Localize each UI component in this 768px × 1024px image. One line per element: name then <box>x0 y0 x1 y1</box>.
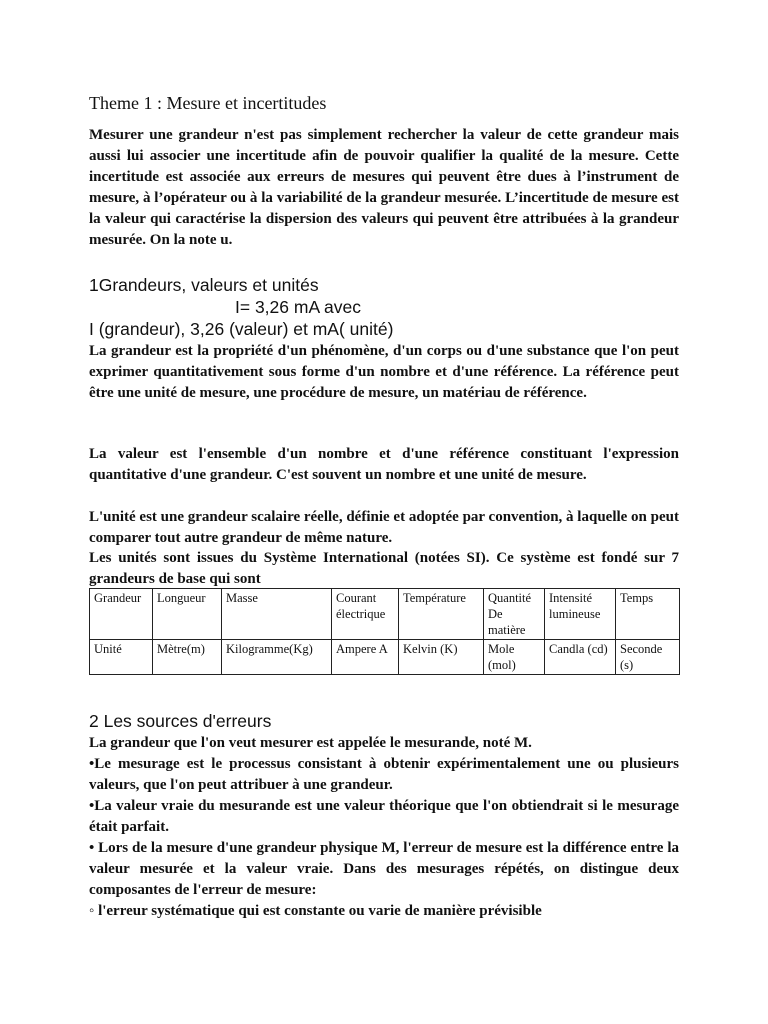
table-row <box>90 640 680 675</box>
table-cell: Temps <box>616 589 680 640</box>
section1-heading: 1Grandeurs, valeurs et unités <box>89 275 319 295</box>
paragraph-unite: L'unité est une grandeur scalaire réelle, définie et adoptée par convention, à laquelle on peut comparer tout autre grandeur de même nature. <box>89 509 679 546</box>
definition-mesurande: La grandeur que l'on veut mesurer est appelée le mesurande, noté M. <box>89 735 532 751</box>
bullet-valeur-vraie: •La valeur vraie du mesurande est une valeur théorique que l'on obtiendrait si le mesurage était parfait. <box>89 798 679 835</box>
page-title: Theme 1 : Mesure et incertitudes <box>89 93 327 113</box>
table-cell: Mètre(m) <box>153 640 222 675</box>
table-cell: Masse <box>222 589 332 640</box>
table-cell: Candla (cd) <box>545 640 616 675</box>
table-cell: Température <box>399 589 484 640</box>
si-units-table <box>89 588 680 675</box>
example-detail: I (grandeur), 3,26 (valeur) et mA( unité) <box>89 319 394 339</box>
table-cell: Unité <box>90 640 153 675</box>
example-formula: I= 3,26 mA avec <box>235 297 361 317</box>
table-cell: Kelvin (K) <box>399 640 484 675</box>
sub-bullet-erreur-systematique: ◦ l'erreur systématique qui est constante ou varie de manière prévisible <box>89 903 542 919</box>
bullet-mesurage: •Le mesurage est le processus consistant à obtenir expérimentalement une ou plusieurs valeurs, que l'on peut attribuer à une grandeur. <box>89 756 679 793</box>
paragraph-grandeur: La grandeur est la propriété d'un phénomène, d'un corps ou d'une substance que l'on peut exprimer quantitativement sous forme d'un nombre et d'une référence. La référence peut être une unité de mesure, une procédure de mesure, un matériau de référence. <box>89 343 679 401</box>
table-cell: Kilogramme(Kg) <box>222 640 332 675</box>
section2-body <box>89 733 679 922</box>
paragraph-si: Les unités sont issues du Système International (notées SI). Ce système est fondé sur 7 grandeurs de base qui sont <box>89 550 679 587</box>
table-cell: Mole (mol) <box>484 640 545 675</box>
table-cell: Quantité De matière <box>484 589 545 640</box>
section2-heading: 2 Les sources d'erreurs <box>89 711 272 731</box>
table-cell: Grandeur <box>90 589 153 640</box>
table-cell: Seconde (s) <box>616 640 680 675</box>
intro-paragraph: Mesurer une grandeur n'est pas simplement rechercher la valeur de cette grandeur mais aussi lui associer une incertitude afin de pouvoir qualifier la qualité de la mesure. Cette incertitude est associée aux erreurs de mesures qui peuvent être dues à l’instrument de mesure, à l’opérateur ou à la variabilité de la grandeur mesurée. L’incertitude de mesure est la valeur qui caractérise la dispersion des valeurs qui peuvent être attribuées à la grandeur mesurée. On la note u. <box>89 127 679 248</box>
table-cell: Ampere A <box>332 640 399 675</box>
table-cell: Intensité lumineuse <box>545 589 616 640</box>
bullet-erreur-mesure: • Lors de la mesure d'une grandeur physique M, l'erreur de mesure est la différence entre la valeur mesurée et la valeur vraie. Dans des mesurages répétés, on distingue deux composantes de l'erreur de mesure: <box>89 840 679 898</box>
table-row <box>90 589 680 640</box>
paragraph-valeur: La valeur est l'ensemble d'un nombre et d'une référence constituant l'expression quantitative d'une grandeur. C'est souvent un nombre et une unité de mesure. <box>89 446 679 483</box>
table-cell: Longueur <box>153 589 222 640</box>
table-cell: Courant électrique <box>332 589 399 640</box>
